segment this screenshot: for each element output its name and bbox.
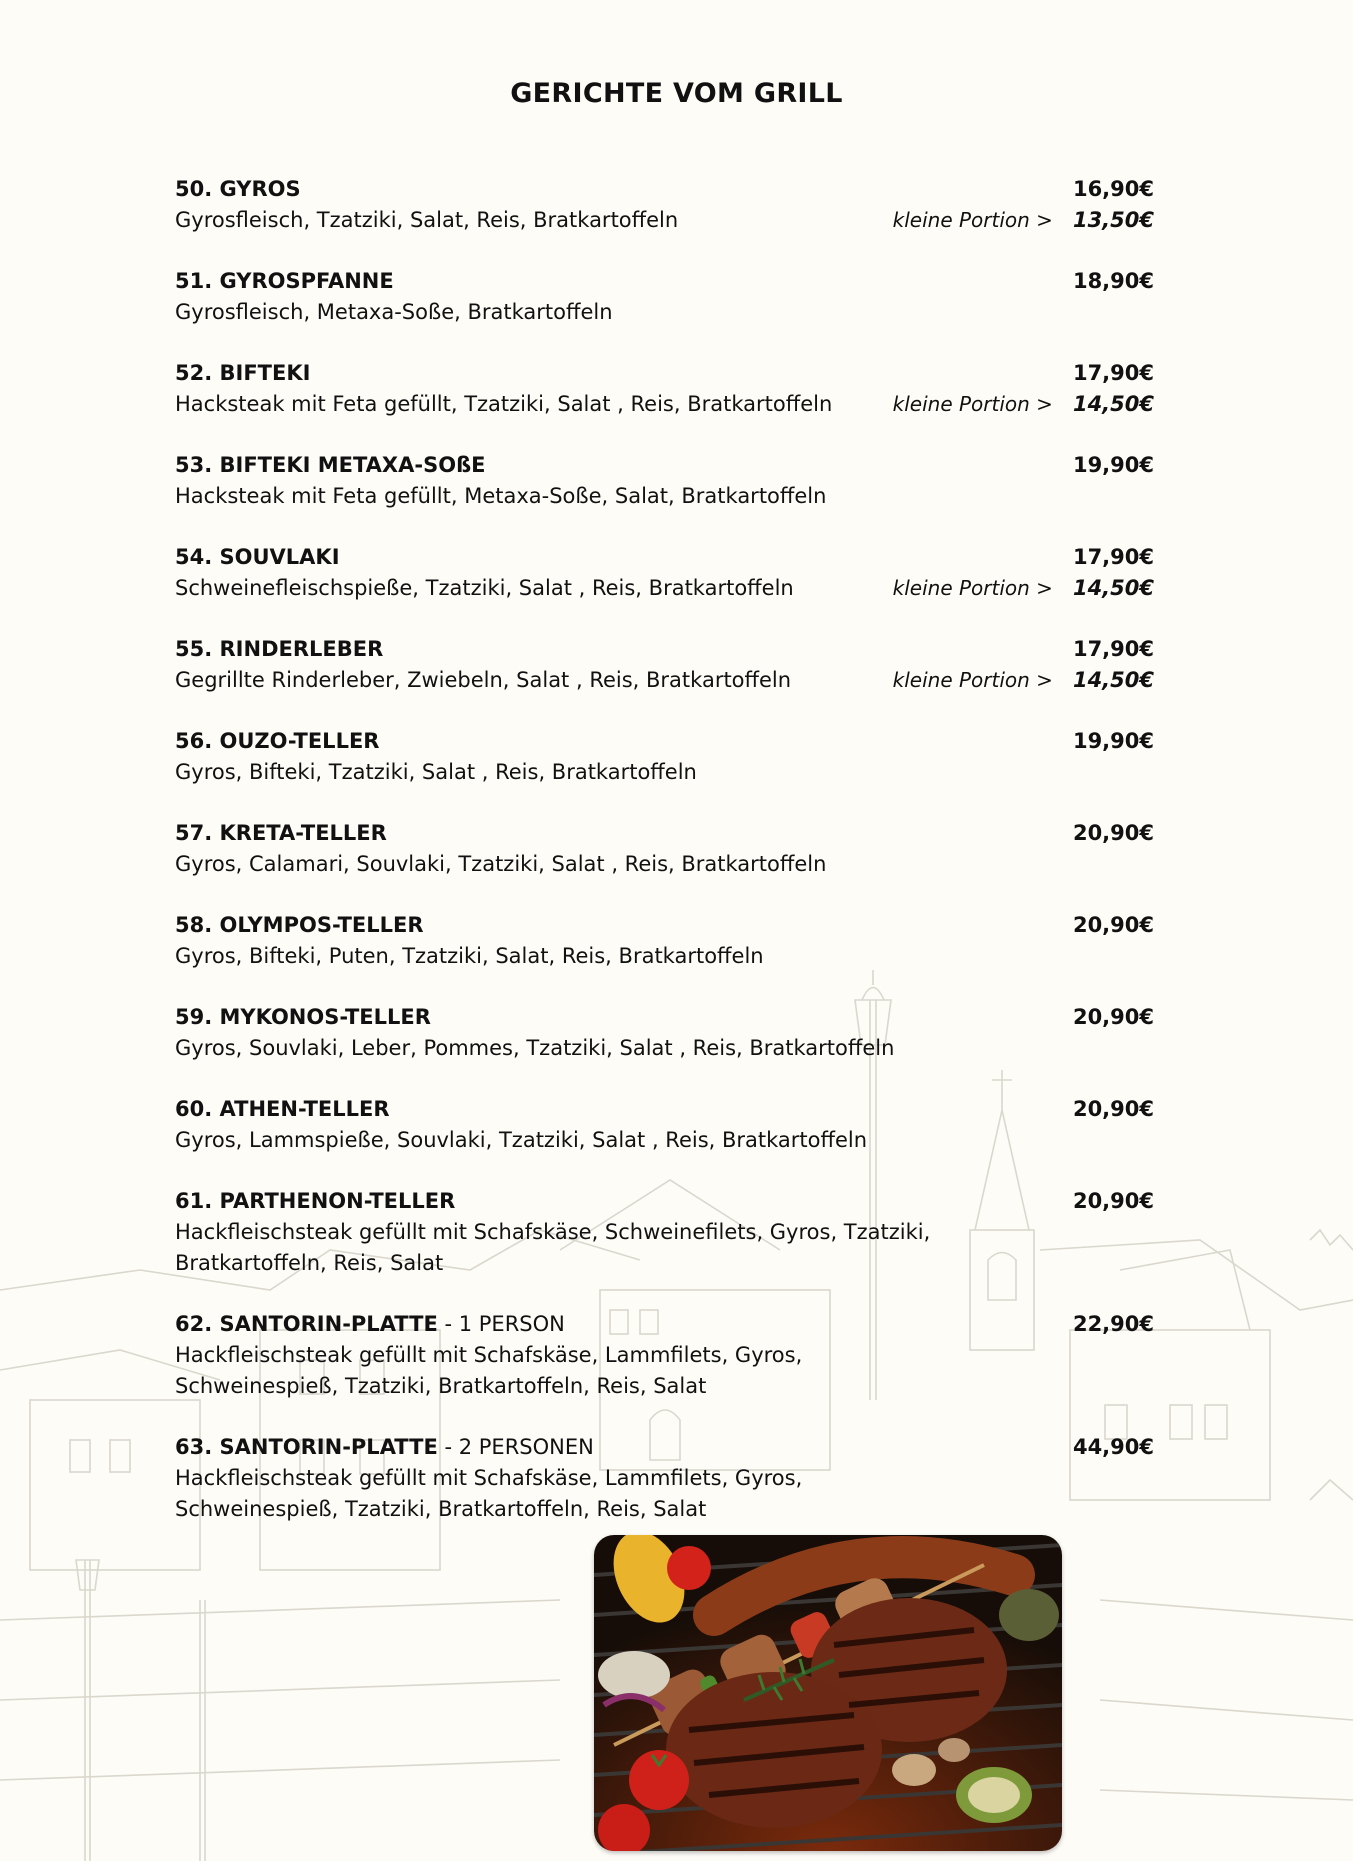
item-name [175, 818, 1154, 849]
item-title: 63. SANTORIN-PLATTE [175, 1435, 438, 1459]
item-name [175, 910, 1154, 941]
small-portion-label: kleine Portion > [892, 668, 1053, 692]
item-title: 60. ATHEN-TELLER [175, 1097, 390, 1121]
item-price: 16,90€ [1072, 177, 1154, 201]
item-name [175, 358, 1154, 389]
item-description: Schweinefleischspieße, Tzatziki, Salat , Reis, Bratkartoffeln [175, 576, 794, 600]
menu-item [175, 174, 1154, 236]
item-title: 53. BIFTEKI METAXA-SOßE [175, 453, 486, 477]
item-name [175, 1432, 1154, 1463]
menu-item [175, 1432, 1154, 1525]
item-description: Gegrillte Rinderleber, Zwiebeln, Salat , Reis, Bratkartoffeln [175, 668, 792, 692]
item-price: 20,90€ [1072, 821, 1154, 845]
item-price: 20,90€ [1072, 1189, 1154, 1213]
small-portion-price: 13,50€ [1072, 208, 1154, 232]
menu-item [175, 634, 1154, 696]
item-description: Hackfleischsteak gefüllt mit Schafskäse, Lammfilets, Gyros, Schweinespieß, Tzatziki, Bratkartoffeln, Reis, Salat [175, 1343, 803, 1398]
item-price: 22,90€ [1072, 1312, 1154, 1336]
menu-item [175, 818, 1154, 880]
item-name [175, 450, 1154, 481]
menu-item [175, 1186, 1154, 1279]
item-description: Hacksteak mit Feta gefüllt, Tzatziki, Salat , Reis, Bratkartoffeln [175, 392, 833, 416]
menu-item [175, 450, 1154, 512]
item-name [175, 1186, 1154, 1217]
grill-photo [594, 1535, 1062, 1851]
menu-item [175, 358, 1154, 420]
item-name [175, 1094, 1154, 1125]
item-description: Gyrosfleisch, Metaxa-Soße, Bratkartoffeln [175, 300, 613, 324]
item-title: 56. OUZO-TELLER [175, 729, 380, 753]
small-portion-label: kleine Portion > [892, 576, 1053, 600]
small-portion-price: 14,50€ [1072, 576, 1154, 600]
item-description: Gyrosfleisch, Tzatziki, Salat, Reis, Bratkartoffeln [175, 208, 679, 232]
item-name [175, 726, 1154, 757]
item-description: Gyros, Souvlaki, Leber, Pommes, Tzatziki, Salat , Reis, Bratkartoffeln [175, 1036, 895, 1060]
item-price: 17,90€ [1072, 637, 1154, 661]
menu-list [175, 174, 1154, 1525]
item-price: 20,90€ [1072, 1005, 1154, 1029]
item-description: Hackfleischsteak gefüllt mit Schafskäse, Schweinefilets, Gyros, Tzatziki, Bratkartoffeln, Reis, Salat [175, 1220, 931, 1275]
menu-item [175, 1002, 1154, 1064]
item-name [175, 174, 1154, 205]
item-price: 44,90€ [1072, 1435, 1154, 1459]
small-portion-label: kleine Portion > [892, 208, 1053, 232]
small-portion [893, 205, 1154, 237]
small-portion-price: 14,50€ [1072, 392, 1154, 416]
item-price: 18,90€ [1072, 269, 1154, 293]
item-price: 17,90€ [1072, 361, 1154, 385]
item-title: 52. BIFTEKI [175, 361, 311, 385]
item-price: 17,90€ [1072, 545, 1154, 569]
small-portion-price: 14,50€ [1072, 668, 1154, 692]
menu-item [175, 1094, 1154, 1156]
item-description: Hackfleischsteak gefüllt mit Schafskäse, Lammfilets, Gyros, Schweinespieß, Tzatziki, Bratkartoffeln, Reis, Salat [175, 1466, 803, 1521]
item-serving-size: - 2 PERSONEN [437, 1435, 594, 1459]
item-name [175, 634, 1154, 665]
menu-item [175, 910, 1154, 972]
small-portion-label: kleine Portion > [892, 392, 1053, 416]
menu-item [175, 542, 1154, 604]
item-description: Gyros, Bifteki, Puten, Tzatziki, Salat, Reis, Bratkartoffeln [175, 944, 764, 968]
menu-item [175, 726, 1154, 788]
item-title: 61. PARTHENON-TELLER [175, 1189, 456, 1213]
menu-item [175, 266, 1154, 328]
small-portion [893, 665, 1154, 697]
item-name [175, 266, 1154, 297]
item-price: 20,90€ [1072, 1097, 1154, 1121]
small-portion [893, 573, 1154, 605]
small-portion [893, 389, 1154, 421]
item-title: 57. KRETA-TELLER [175, 821, 387, 845]
page-title: GERICHTE VOM GRILL [510, 78, 843, 109]
item-name [175, 1002, 1154, 1033]
item-price: 19,90€ [1072, 729, 1154, 753]
item-title: 58. OLYMPOS-TELLER [175, 913, 424, 937]
item-price: 20,90€ [1072, 913, 1154, 937]
item-description: Gyros, Calamari, Souvlaki, Tzatziki, Salat , Reis, Bratkartoffeln [175, 852, 827, 876]
item-name [175, 1309, 1154, 1340]
item-title: 54. SOUVLAKI [175, 545, 340, 569]
item-description: Gyros, Bifteki, Tzatziki, Salat , Reis, Bratkartoffeln [175, 760, 697, 784]
item-title: 55. RINDERLEBER [175, 637, 384, 661]
item-serving-size: - 1 PERSON [437, 1312, 565, 1336]
item-title: 50. GYROS [175, 177, 301, 201]
item-title: 62. SANTORIN-PLATTE [175, 1312, 438, 1336]
item-description: Hacksteak mit Feta gefüllt, Metaxa-Soße, Salat, Bratkartoffeln [175, 484, 827, 508]
item-price: 19,90€ [1072, 453, 1154, 477]
item-title: 59. MYKONOS-TELLER [175, 1005, 431, 1029]
item-name [175, 542, 1154, 573]
item-description: Gyros, Lammspieße, Souvlaki, Tzatziki, Salat , Reis, Bratkartoffeln [175, 1128, 868, 1152]
item-title: 51. GYROSPFANNE [175, 269, 394, 293]
menu-item [175, 1309, 1154, 1402]
